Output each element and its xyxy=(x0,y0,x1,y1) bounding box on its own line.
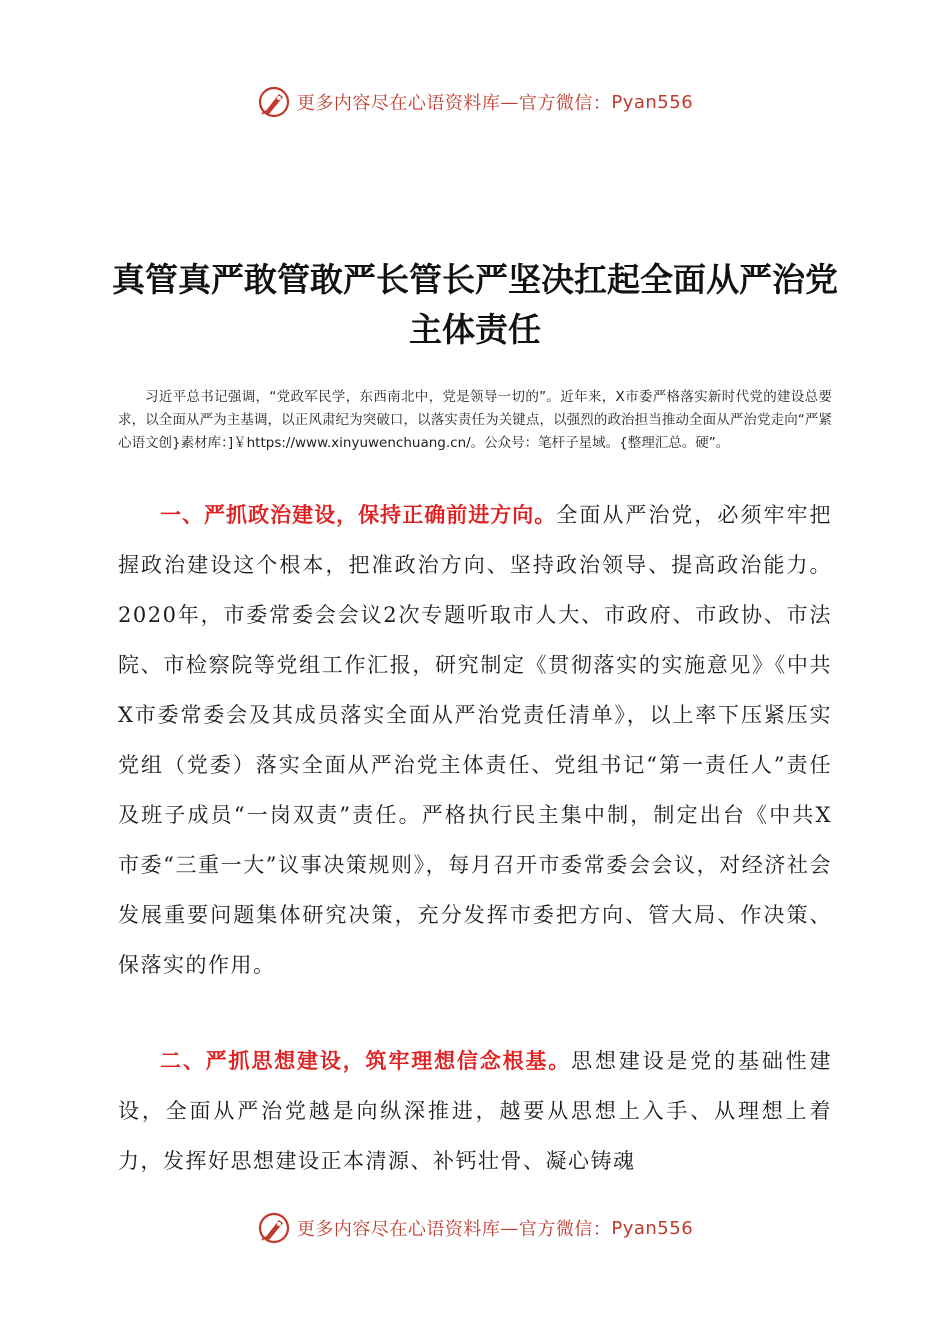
section-body: 思想建设是党的基础性建设，全面从严治党越是向纵深推进，越要从思想上入手、从理想上着力，发挥好思想建设正本清源、补钙壮骨、凝心铸魂 xyxy=(118,1049,833,1173)
banner-brand: 更多内容尽在心语资料库 xyxy=(296,93,501,114)
intro-paragraph: 习近平总书记强调，“党政军民学，东西南北中，党是领导一切的”。近年来，X市委严格落实新时代党的建设总要求，以全面从严为主基调，以正风肃纪为突破口，以落实责任为关键点，以强烈的政治担当推动全面从严治党走向“严紧心语文创}素材库：]￥https://www.xinyuwenchuang.cn/。公众号：笔杆子星域。{整理汇总。硬”。 xyxy=(118,389,832,451)
banner-separator: — xyxy=(500,91,519,113)
section-heading: 一、严抓政治建设，保持正确前进方向。 xyxy=(160,503,557,527)
banner-wechat-id: Pyan556 xyxy=(611,1217,694,1239)
banner-wechat-id: Pyan556 xyxy=(611,91,694,113)
section-paragraph xyxy=(118,1036,832,1186)
banner-wechat-label: 官方微信： xyxy=(518,1219,612,1240)
banner-brand: 更多内容尽在心语资料库 xyxy=(296,1219,501,1240)
pen-nib-circle-icon xyxy=(257,1211,291,1245)
section-heading: 二、严抓思想建设，筑牢理想信念根基。 xyxy=(160,1049,572,1073)
banner-separator: — xyxy=(500,1217,519,1239)
banner-wechat-label: 官方微信： xyxy=(518,93,612,114)
document-title: 真管真严敢管敢严长管长严坚决扛起全面从严治党主体责任 xyxy=(112,260,838,349)
section-paragraph xyxy=(118,490,832,990)
pen-nib-circle-icon xyxy=(257,85,291,119)
section-body: 全面从严治党，必须牢牢把握政治建设这个根本，把准政治方向、坚持政治领导、提高政治能力。2020年，市委常委会会议2次专题听取市人大、市政府、市政协、市法院、市检察院等党组工作汇报，研究制定《贯彻落实的实施意见》《中共X市委常委会及其成员落实全面从严治党责任清单》，以上率下压紧压实党组（党委）落实全面从严治党主体责任、党组书记“第一责任人”责任及班子成员“一岗双责”责任。严格执行民主集中制，制定出台《中共X市委“三重一大”议事决策规则》，每月召开市委常委会会议，对经济社会发展重要问题集体研究决策，充分发挥市委把方向、管大局、作决策、保落实的作用。 xyxy=(118,503,833,977)
header-banner xyxy=(0,82,950,122)
footer-banner xyxy=(0,1208,950,1248)
